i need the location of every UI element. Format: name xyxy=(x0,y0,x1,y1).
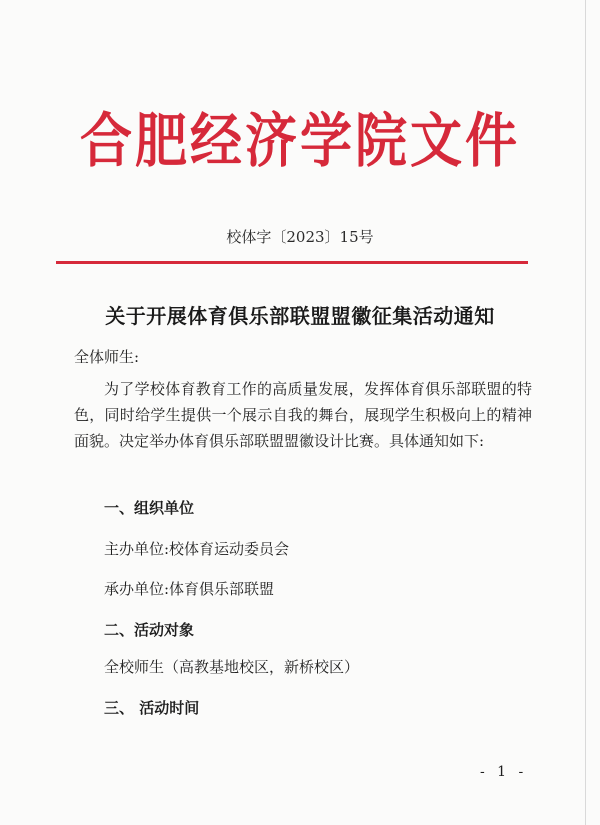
notice-title: 关于开展体育俱乐部联盟盟徽征集活动通知 xyxy=(105,304,495,328)
section-heading-target: 二、活动对象 xyxy=(104,621,195,639)
document-number: 校体字〔2023〕15号 xyxy=(226,228,374,246)
salutation: 全体师生: xyxy=(74,348,140,366)
target-line: 全校师生（高教基地校区，新桥校区） xyxy=(104,658,360,676)
section-heading-organizer: 一、组织单位 xyxy=(104,499,195,517)
header-red-rule xyxy=(56,261,528,264)
section-heading-time: 三、 活动时间 xyxy=(104,699,200,717)
document-header-title: 合肥经济学院文件 xyxy=(79,107,520,176)
intro-paragraph: 为了学校体育教育工作的高质量发展，发挥体育俱乐部联盟的特色，同时给学生提供一个展示自我的舞台，展现学生积极向上的精神面貌。决定举办体育俱乐部联盟盟徽设计比赛。具体通知如下: xyxy=(74,380,532,450)
host-unit-line: 主办单位:校体育运动委员会 xyxy=(104,540,290,558)
page-number: - 1 - xyxy=(480,764,528,780)
undertaker-unit-line: 承办单位:体育俱乐部联盟 xyxy=(104,580,275,598)
